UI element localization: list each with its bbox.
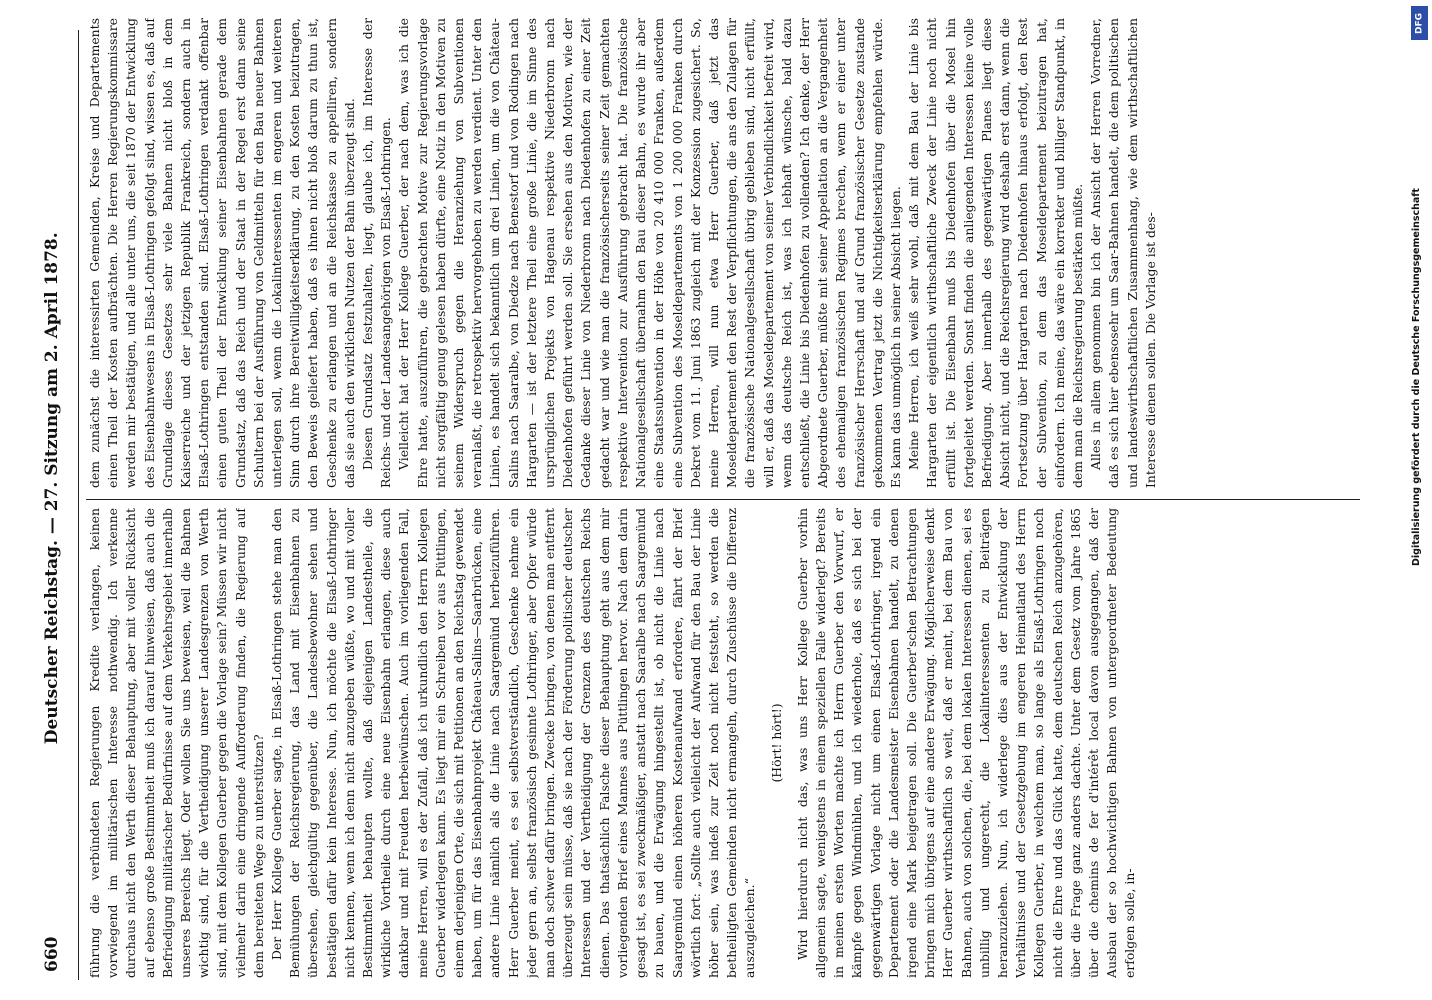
left-text-column [86,508,1360,978]
paragraph: Wird hierdurch nicht das, was uns Herr Kollege Guerber vorhin allgemein sagte, wenigstens in einem speziellen Falle widerlegt? Bereits in meinen ersten Worten machte ich Herrn Guerber den Vorwurf, er kämpfe gegen Windmühlen, und ich wiederhole, daß es sich bei der gegenwärtigen Vorlage nicht um einen Elsaß-Lothringer, irgend ein Departement oder die Landesmeister Eisenbahnen handelt, zu denen irgend eine Mark beigetragen soll. Die Guerber'schen Betrachtungen bringen mich übrigens auf eine andere Erwägung. Möglicherweise denkt Herr Guerber wirthschaftlich so weit, daß er meint, bei dem Bau von Bahnen, auch von solchen, die, bei dem lokalen Interessen dienen, sei es unbillig und ungerecht, die Lokalinteressenten zu Beiträgen heranzuziehen. Nun, ich widerlege dies aus der Entwicklung der Verhältnisse und der Gesetzgebung im engeren Heimatland des Herrn Kollegen Guerber, in welchem man, so lange als Elsaß-Lothringen noch nicht die Ehre und das Glück hatte, dem deutschen Reich anzugehören, über die Frage ganz anders dachte. Unter dem Gesetz vom Jahre 1865 über die chemins de fer d'intérêt local davon ausgegangen, daß der Ausbau der so hochwichtigen Bahnen von untergeordneter Bedeutung erfolgen solle, in- [794,508,1138,978]
paragraph: Der Herr Kollege Guerber sagte, in Elsaß-Lothringen stehe man den Bemühungen der Reichsregierung, das Land mit Eisenbahnen zu übersehen, gleichgültig gegenüber, die Landesbewohner sehen und bestätigen dafür kein Interesse. Nun, ich möchte die Elsaß-Lothringer nicht kennen, wenn ich denn nicht anzugeben wüßte, wo und mit voller Bestimmtheit behaupten wollte, daß diejenigen Landestheile, die wirkliche Vortheile durch eine neue Eisenbahn erlangen, diese auch dankbar und mit Freuden herbeiwünschen. Auch im vorliegenden Fall, meine Herren, will es der Zufall, daß ich urkundlich den Herrn Kollegen Guerber widerlegen kann. Es liegt mir ein Schreiben vor aus Püttlingen, einem derjenigen Orte, die sich mit Petitionen an den Reichstag gewendet haben, um für das Eisenbahnprojekt Château-Salins—Saarbrücken, eine andere Linie nämlich als die Linie nach Saargemünd herbeizuführen. Herr Guerber meint, es sei selbstverständlich, Geschenke nehme ein jeder gern an, selbst französisch gesinnte Lothringer, aber Opfer würde man doch schwer dafür bringen. Zwecke bringen, von denen man entfernt überzeugt sein müsse, daß sie nach der Förderung politischer deutscher Interessen und der Vertheidigung der Grenzen des deutschen Reichs dienen. Das thatsächlich Falsche dieser Behauptung geht aus dem mir vorliegenden Brief eines Mannes aus Püttlingen hervor. Nach dem darin gesagt ist, es sei zweckmäßiger, anstatt nach Saaralbe nach Saargemünd zu bauen, und die Erwägung hingestellt ist, ob nicht die Linie nach Saargemünd einen höheren Kostenaufwand erfordere, fährt der Brief wörtlich fort: „Sollte auch vielleicht der Aufwand für den Bau der Linie höher sein, was indeß zur Zeit noch nicht feststeht, so werden die betheiligten Gemeinden nicht ermangeln, durch Zuschüsse die Differenz auszugleichen.“ [269,508,758,978]
page-number: 660 [42,936,62,972]
dfg-logo: DFG [1411,6,1428,40]
paragraph: Meine Herren, ich weiß sehr wohl, daß mit dem Bau der Linie bis Hargarten der eigentlich wirthschaftliche Zweck der Linie noch nicht erfüllt ist. Die Eisenbahn muß bis Diedenhofen über die Mosel hin fortgeleitet werden. Sonst finden die anliegenden Interessen keine volle Befriedigung. Aber innerhalb des gegenwärtigen Planes liegt diese Absicht nicht, und die Reichsregierung wird deshalb erst dann, wenn die Fortsetzung über Hargarten nach Diedenhofen hinaus erfolgt, den Rest der Subvention, zu dem das Moseldepartement beizutragen hat, einfordern. Ich meine, das wäre ein korrekter und billiger Standpunkt, in dem man die Reichsregierung bestärken müßte. [906,18,1085,488]
paragraph: führung die verbündeten Regierungen Kredite verlangen, keinen vorwiegend im militärischen Interesse nothwendig. Ich verkenne durchaus nicht den Werth dieser Behauptung, aber mit voller Rücksicht auf ebenso große Bestimmtheit muß ich darauf hinweisen, daß auch die Befriedigung militärischer Bedürfnisse auf dem Verkehrsgebiet innerhalb unseres Bereichs liegt. Oder wollen Sie uns beweisen, weil die Bahnen wichtig sind, für die Vertheidigung unserer Landesgrenzen von Werth sind, mit dem Kollegen Guerber gegen die Vorlage sein? Müssen wir nicht vielmehr darin eine dringende Aufforderung finden, die Regierung auf dem bereiteten Wege zu unterstützen? [87,508,266,978]
attribution-strip [1407,0,1432,1000]
paragraph: Diesen Grundsatz festzuhalten, liegt, glaube ich, im Interesse der Reichs- und der Landesangehörigen von Elsaß-Lothringen. [360,18,394,488]
paragraph: Alles in allem genommen bin ich der Ansicht der Herren Vorredner, daß es sich hier ebensosehr um Saar-Bahnen handelt, die dem politischen und landeswirthschaftlichen Zusammenhang, wie dem wirthschaftlichen Interesse dienen sollen. Die Vorlage ist des- [1088,18,1158,488]
paragraph: Vielleicht hat der Herr Kollege Guerber, der nach dem, was ich die Ehre hatte, auszuführen, die gebrachten Motive zur Regierungsvorlage nicht sorgfältig genug gelesen haben dürfte, eine Notiz in den Motiven zu seinem Widerspruch gegen die Heranziehung von Subventionen veranlaßt, die retrospektiv hervorgehoben zu werden verdient. Unter den Linien, es handelt sich bekanntlich um drei Linien, um die von Château-Salins nach Saaralbe, von Diedze nach Benestorf und von Rodingen nach Hargarten — ist der letztere Theil eine große Linie, die im Sinne des ursprünglichen Projekts von Hagenau respektive Niederbronn nach Diedenhofen geführt werden soll. Sie ersehen aus den Motiven, wie der Gedanke dieser Linie von Niederbronn nach Diedenhofen zu einer Zeit gedacht war und wie man die französischerseits seiner Zeit gemachten respektive Intervention zur Ausführung gebracht hat. Die französische Nationalgesellschaft übernahm den Bau dieser Bahn, es wurde ihr aber eine Staatssubvention in der Höhe von 20 410 000 Franken, außerdem eine Subvention des Moseldepartements von 1 200 000 Franken durch Dekret vom 11. Juni 1863 zugleich mit der Konzession zugesichert. So, meine Herren, will nun etwa Herr Guerber, daß jetzt das Moseldepartement den Rest der Verpflichtungen, die ans den Zulagen für die französische Nationalgesellschaft übrig geblieben sind, nicht erfüllt, will er, daß das Moseldepartement von seiner Verbindlichkeit befreit wird, wenn das deutsche Reich ist, was ich lebhaft wünsche, bald dazu entschließt, die Linie bis Diedenhofen zu vollenden? Ich denke, der Herr Abgeordnete Guerber, müßte mit seiner Appellation an die Vergangenheit des ehemaligen französischen Regimes brechen, wenn er einer unter französischer Herrschaft und auf Grund französischer Gesetze zustande gekommenen Vertrag jetzt die Nichtigkeitserklärung empfehlen würde. Es kann das unmöglich in seiner Absicht liegen. [396,18,903,488]
interjection: (Hört! hört!) [768,703,784,783]
column-divider [86,499,1360,500]
page-header [42,40,72,972]
paragraph: dem zunächst die interessirten Gemeinden, Kreise und Departements einen Theil der Kosten aufbrächten. Die Herren Regierungskommissare werden mir bestätigen, und alle unter uns, die seit 1870 der Entwicklung des Eisenbahnwesens in Elsaß-Lothringen gefolgt sind, wissen es, daß auf Grundlage dieses Gesetzes sehr viele Bahnen nicht bloß in dem Kaiserreiche und der jetzigen Republik Frankreich, sondern auch in Elsaß-Lothringen entstanden sind. Elsaß-Lothringen verdankt offenbar einen guten Theil der Entwicklung seiner Eisenbahnen gerade dem Grundsatz, daß das Reich und der Staat in der Regel erst dann seine Schultern bei der Ausführung von Geldmitteln für den Bau neuer Bahnen unterlegen soll, wenn die Lokalinteressenten im engeren und weiteren Sinn durch ihre Bereitwilligkeitserklärung, zu den Kosten beizutragen, den Beweis geliefert haben, daß es ihnen nicht bloß darum zu thun ist, Geschenke zu erlangen und an die Reichskasse zu appelliren, sondern daß sie auch den wirklichen Nutzen der Bahn überzeugt sind. [87,18,357,488]
header-rule [78,30,79,980]
page-title: Deutscher Reichstag. — 27. Sitzung am 2. April 1878. [42,232,62,745]
funding-credit: Digitalisierung gefördert durch die Deutsche Forschungsgemeinschaft [1411,188,1422,566]
right-text-column [86,18,1360,488]
